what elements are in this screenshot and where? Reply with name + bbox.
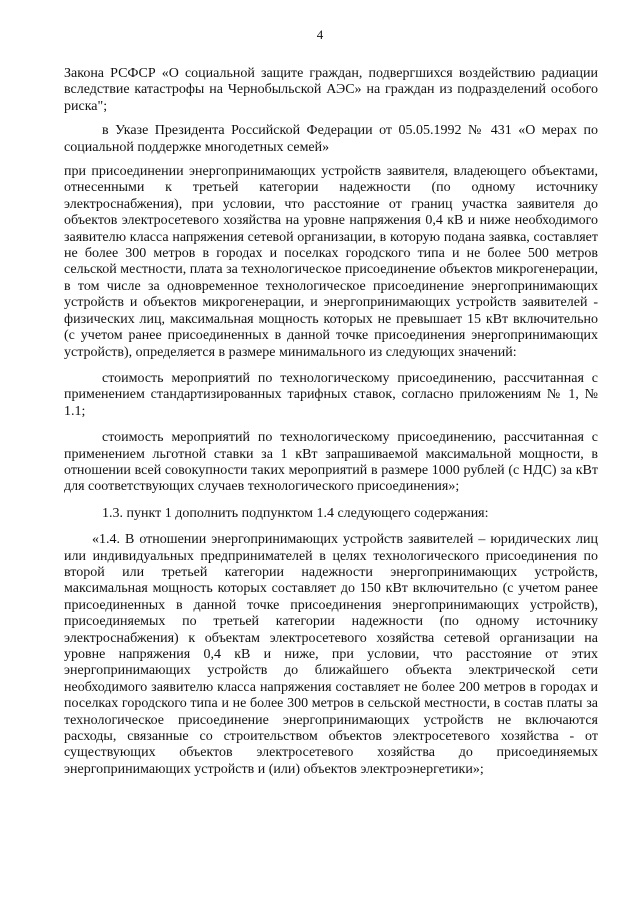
paragraph-subclause-1-4: «1.4. В отношении энергопринимающих устройств заявителей – юридических лиц или индивидуальных предпринимателей в целях технологического присоединения по второй или третьей категории надежности энергопринимающих устройств, максимальная мощность которых составляет до 150 кВт включительно (с учетом ранее присоединенных в данной точке присоединения энергопринимающих устройств), присоединяемых по третьей категории надежности (по одному источнику электроснабжения) к объектам электросетевого хозяйства сетевой организации на уровне напряжения 0,4 кВ и ниже, при условии, что расстояние от этих энергопринимающих устройств до ближайшего объекта электрической сети необходимого заявителю класса напряжения составляет не более 200 метров в городах и поселках городского типа и не более 300 метров в сельской местности, в состав платы за технологическое присоединение энергопринимающих устройств не включаются расходы, связанные со строительством объектов электросетевого хозяйства - от существующих объектов электросетевого хозяйства до присоединяемых энергопринимающих устройств и (или) объектов электроэнергетики»; xyxy=(64,532,598,777)
paragraph-preferential-rate: стоимость мероприятий по технологическому присоединению, рассчитанная с применением льготной ставки за 1 кВт запрашиваемой максимальной мощности, в отношении всей совокупности таких мероприятий в размере 1000 рублей (с НДС) за кВт для соответствующих случаев технологического присоединения»; xyxy=(64,430,598,495)
paragraph-connection-conditions: при присоединении энергопринимающих устройств заявителя, владеющего объектами, отнесенными к третьей категории надежности (по одному источнику электроснабжения), при условии, что расстояние от границ участка заявителя до объектов электросетевого хозяйства на уровне напряжения 0,4 кВ и ниже необходимого заявителю класса напряжения сетевой организации, в которую подана заявка, составляет не более 300 метров в городах и поселках городского типа и не более 500 метров сельской местности, плата за технологическое присоединение объектов микрогенерации, в том числе за одновременное технологическое присоединение энергопринимающих устройств и объектов микрогенерации, и энергопринимающих устройств заявителей - физических лиц, максимальная мощность которых не превышает 15 кВт включительно (с учетом ранее присоединенных в данной точке присоединения энергопринимающих устройств), определяется в размере минимального из следующих значений: xyxy=(64,164,598,360)
document-body xyxy=(64,66,598,778)
paragraph-amendment-1-3: 1.3. пункт 1 дополнить подпунктом 1.4 следующего содержания: xyxy=(102,505,489,521)
paragraph-presidential-decree: в Указе Президента Российской Федерации от 05.05.1992 № 431 «О мерах по социальной поддержке многодетных семей» xyxy=(64,123,598,155)
paragraph-chernobyl-law: Закона РСФСР «О социальной защите граждан, подвергшихся воздействию радиации вследствие катастрофы на Чернобыльской АЭС» на граждан из подразделений особого риска"; xyxy=(64,66,598,114)
paragraph-standard-rates: стоимость мероприятий по технологическому присоединению, рассчитанная с применением стандартизированных тарифных ставок, согласно приложениям № 1, № 1.1; xyxy=(64,370,598,419)
page-number: 4 xyxy=(316,27,324,42)
